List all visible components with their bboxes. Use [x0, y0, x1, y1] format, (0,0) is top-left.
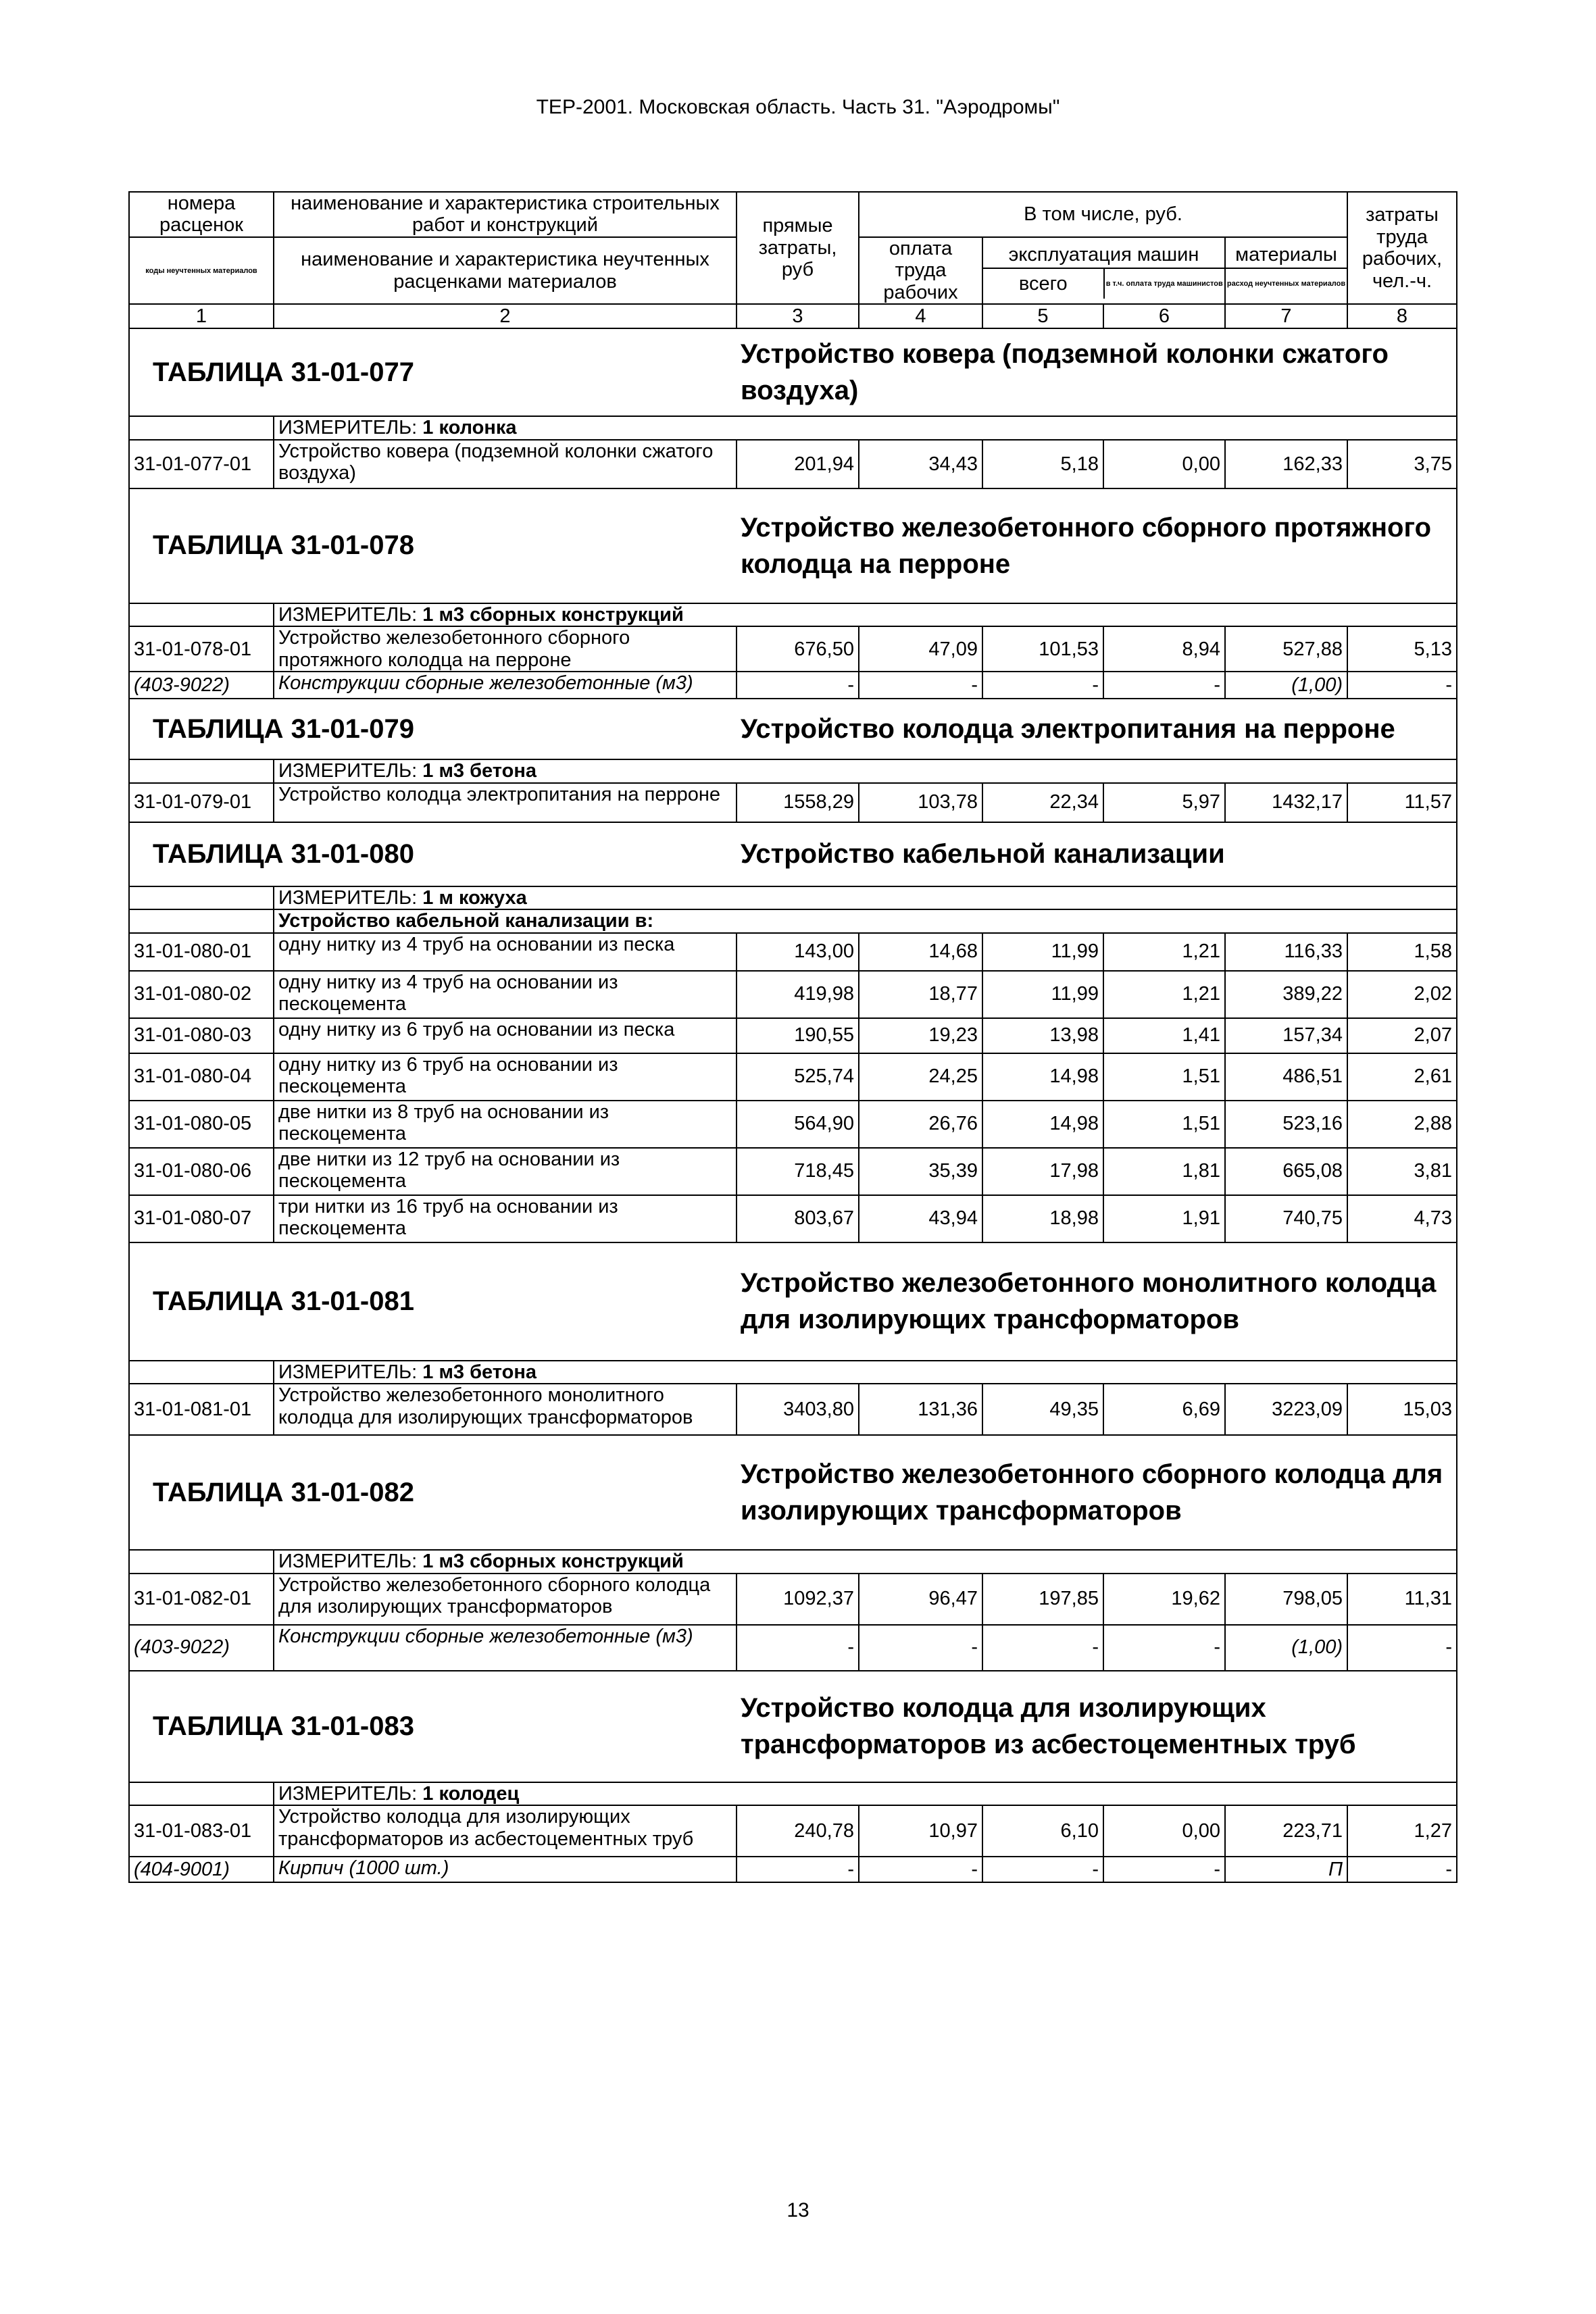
table-number: ТАБЛИЦА 31-01-077 [129, 328, 737, 416]
unit-value: 1 колодец [422, 1782, 520, 1805]
unit-label: ИЗМЕРИТЕЛЬ: [278, 1551, 418, 1573]
value-direct: - [737, 672, 859, 699]
table-row [129, 1101, 1457, 1148]
value-machines: 49,35 [982, 1384, 1103, 1435]
value-machine-wages: 5,97 [1103, 783, 1225, 822]
price-table [128, 191, 1457, 1883]
work-description: Конструкции сборные железобетонные (м3) [274, 672, 737, 699]
unit-row [129, 759, 1457, 782]
column-number-row [129, 304, 1457, 328]
table-row [129, 933, 1457, 971]
header-material-codes: коды неучтенных материалов [129, 237, 274, 304]
table-heading: Устройство железобетонного сборного протяжного колодца на перроне [737, 488, 1457, 603]
work-description: Устройство железобетонного сборного протяжного колодца на перроне [274, 626, 737, 672]
table-section-header [129, 822, 1457, 886]
value-materials: 3223,09 [1225, 1384, 1347, 1435]
work-description: Кирпич (1000 шт.) [274, 1857, 737, 1882]
table-row [129, 1018, 1457, 1053]
unit-value: 1 м кожуха [422, 886, 527, 909]
column-number: 1 [129, 304, 274, 328]
value-machines: 101,53 [982, 626, 1103, 672]
value-wages: 103,78 [859, 783, 982, 822]
work-description: Устройство колодца для изолирующих трансформаторов из асбестоцементных труб [274, 1805, 737, 1857]
table-row [129, 971, 1457, 1018]
unit-value: 1 м3 бетона [422, 1361, 537, 1383]
rate-code: (403-9022) [129, 1625, 274, 1671]
table-row [129, 1857, 1457, 1882]
work-description: Устройство колодца электропитания на перроне [274, 783, 737, 822]
value-machine-wages: 0,00 [1103, 440, 1225, 488]
table-number: ТАБЛИЦА 31-01-083 [129, 1671, 737, 1782]
rate-code: 31-01-080-07 [129, 1195, 274, 1242]
rate-code: 31-01-080-04 [129, 1053, 274, 1101]
value-machine-wages: 1,51 [1103, 1053, 1225, 1101]
value-direct: 676,50 [737, 626, 859, 672]
column-number: 5 [982, 304, 1103, 328]
table-heading: Устройство кабельной канализации [737, 822, 1457, 886]
value-machines: 13,98 [982, 1018, 1103, 1053]
column-number: 6 [1103, 304, 1225, 328]
value-materials: 223,71 [1225, 1805, 1347, 1857]
table-row [129, 1805, 1457, 1857]
value-wages: 131,36 [859, 1384, 982, 1435]
value-materials: 1432,17 [1225, 783, 1347, 822]
value-direct: 419,98 [737, 971, 859, 1018]
value-machine-wages: 1,21 [1103, 971, 1225, 1018]
header-materials: материалы [1226, 243, 1347, 268]
value-machine-wages: 8,94 [1103, 626, 1225, 672]
unit-cell [274, 759, 1457, 782]
value-wages: 35,39 [859, 1148, 982, 1195]
unit-value: 1 м3 бетона [422, 760, 537, 782]
value-direct: - [737, 1625, 859, 1671]
value-direct: 143,00 [737, 933, 859, 971]
value-machines: 22,34 [982, 783, 1103, 822]
table-row [129, 1625, 1457, 1671]
value-machine-wages: 1,81 [1103, 1148, 1225, 1195]
rate-code: 31-01-080-02 [129, 971, 274, 1018]
work-description: две нитки из 12 труб на основании из пескоцемента [274, 1148, 737, 1195]
table-row [129, 1574, 1457, 1625]
work-description: две нитки из 8 труб на основании из пескоцемента [274, 1101, 737, 1148]
table-row [129, 1053, 1457, 1101]
value-machines: 5,18 [982, 440, 1103, 488]
unit-label: ИЗМЕРИТЕЛЬ: [278, 1782, 418, 1805]
table-section-header [129, 328, 1457, 416]
header-machine-wages: в т.ч. оплата труда машинистов [1105, 279, 1223, 288]
column-number: 2 [274, 304, 737, 328]
value-labor: 3,75 [1347, 440, 1457, 488]
value-machine-wages: - [1103, 1857, 1225, 1882]
value-materials: 798,05 [1225, 1574, 1347, 1625]
work-description: одну нитку из 6 труб на основании из песка [274, 1018, 737, 1053]
table-row [129, 1384, 1457, 1435]
unit-cell [274, 1550, 1457, 1573]
value-labor: 1,27 [1347, 1805, 1457, 1857]
value-labor: - [1347, 1857, 1457, 1882]
value-direct: 240,78 [737, 1805, 859, 1857]
rate-code: (404-9001) [129, 1857, 274, 1882]
table-row [129, 783, 1457, 822]
unit-cell [274, 603, 1457, 626]
value-machine-wages: 1,91 [1103, 1195, 1225, 1242]
value-direct: - [737, 1857, 859, 1882]
value-machine-wages: - [1103, 672, 1225, 699]
value-wages: - [859, 1857, 982, 1882]
unit-row [129, 416, 1457, 439]
value-wages: 18,77 [859, 971, 982, 1018]
rate-code: 31-01-083-01 [129, 1805, 274, 1857]
value-wages: 24,25 [859, 1053, 982, 1101]
work-description: одну нитку из 6 труб на основании из пескоцемента [274, 1053, 737, 1101]
value-direct: 3403,80 [737, 1384, 859, 1435]
unit-cell [274, 886, 1457, 909]
value-machines: 18,98 [982, 1195, 1103, 1242]
table-section-header [129, 1671, 1457, 1782]
work-description: три нитки из 16 труб на основании из пескоцемента [274, 1195, 737, 1242]
table-number: ТАБЛИЦА 31-01-080 [129, 822, 737, 886]
value-direct: 718,45 [737, 1148, 859, 1195]
value-wages: 34,43 [859, 440, 982, 488]
value-materials: 527,88 [1225, 626, 1347, 672]
value-machine-wages: 6,69 [1103, 1384, 1225, 1435]
table-number: ТАБЛИЦА 31-01-079 [129, 699, 737, 759]
value-machines: 11,99 [982, 933, 1103, 971]
value-materials: (1,00) [1225, 1625, 1347, 1671]
table-section-header [129, 1242, 1457, 1361]
value-machine-wages: 0,00 [1103, 1805, 1225, 1857]
value-labor: 5,13 [1347, 626, 1457, 672]
value-labor: 11,57 [1347, 783, 1457, 822]
rate-code: 31-01-077-01 [129, 440, 274, 488]
value-wages: - [859, 672, 982, 699]
table-section-header [129, 699, 1457, 759]
value-materials: 665,08 [1225, 1148, 1347, 1195]
table-section-header [129, 1435, 1457, 1550]
value-machines: 197,85 [982, 1574, 1103, 1625]
unit-row [129, 1550, 1457, 1573]
value-machine-wages: - [1103, 1625, 1225, 1671]
header-machines-group [982, 237, 1225, 304]
column-number: 7 [1225, 304, 1347, 328]
value-direct: 190,55 [737, 1018, 859, 1053]
page-number: 13 [787, 2199, 809, 2221]
table-heading: Устройство колодца для изолирующих трансформаторов из асбестоцементных труб [737, 1671, 1457, 1782]
value-wages: 26,76 [859, 1101, 982, 1148]
column-number: 3 [737, 304, 859, 328]
unit-value: 1 м3 сборных конструкций [422, 1551, 684, 1573]
value-machines: 14,98 [982, 1053, 1103, 1101]
table-number: ТАБЛИЦА 31-01-082 [129, 1435, 737, 1550]
value-direct: 803,67 [737, 1195, 859, 1242]
header-code: номера расценок [129, 192, 274, 237]
rate-code: 31-01-080-06 [129, 1148, 274, 1195]
table-heading: Устройство ковера (подземной колонки сжатого воздуха) [737, 328, 1457, 416]
value-direct: 1558,29 [737, 783, 859, 822]
work-description: Устройство железобетонного монолитного колодца для изолирующих трансформаторов [274, 1384, 737, 1435]
unit-value: 1 колонка [422, 417, 517, 439]
value-machines: 11,99 [982, 971, 1103, 1018]
header-unaccounted-materials: расход неучтенных материалов [1226, 279, 1346, 288]
value-labor: 1,58 [1347, 933, 1457, 971]
value-labor: 15,03 [1347, 1384, 1457, 1435]
rate-code: 31-01-079-01 [129, 783, 274, 822]
header-materials-name: наименование и характеристика неучтенных расценками материалов [274, 237, 737, 304]
value-machines: 17,98 [982, 1148, 1103, 1195]
unit-row [129, 603, 1457, 626]
table-row [129, 672, 1457, 699]
value-direct: 525,74 [737, 1053, 859, 1101]
column-number: 8 [1347, 304, 1457, 328]
table-number: ТАБЛИЦА 31-01-081 [129, 1242, 737, 1361]
value-wages: 43,94 [859, 1195, 982, 1242]
table-section-header [129, 488, 1457, 603]
unit-row [129, 886, 1457, 909]
value-materials: П [1225, 1857, 1347, 1882]
value-labor: 2,07 [1347, 1018, 1457, 1053]
value-labor: 2,61 [1347, 1053, 1457, 1101]
value-direct: 564,90 [737, 1101, 859, 1148]
value-wages: 19,23 [859, 1018, 982, 1053]
table-number: ТАБЛИЦА 31-01-078 [129, 488, 737, 603]
work-description: Устройство ковера (подземной колонки сжатого воздуха) [274, 440, 737, 488]
value-labor: 2,02 [1347, 971, 1457, 1018]
value-materials: (1,00) [1225, 672, 1347, 699]
unit-row [129, 1361, 1457, 1384]
work-description: Устройство железобетонного сборного колодца для изолирующих трансформаторов [274, 1574, 737, 1625]
header-name: наименование и характеристика строительных работ и конструкций [274, 192, 737, 237]
unit-label: ИЗМЕРИТЕЛЬ: [278, 760, 418, 782]
value-machines: 14,98 [982, 1101, 1103, 1148]
value-labor: 2,88 [1347, 1101, 1457, 1148]
value-labor: - [1347, 672, 1457, 699]
table-heading: Устройство железобетонного сборного колодца для изолирующих трансформаторов [737, 1435, 1457, 1550]
header-direct-costs: прямые затраты, руб [737, 192, 859, 304]
unit-label: ИЗМЕРИТЕЛЬ: [278, 1361, 418, 1383]
unit-cell [274, 416, 1457, 439]
table-heading: Устройство колодца электропитания на перроне [737, 699, 1457, 759]
value-labor: 3,81 [1347, 1148, 1457, 1195]
document-title: ТЕР-2001. Московская область. Часть 31. "Аэродромы" [536, 96, 1060, 118]
value-machines: - [982, 1857, 1103, 1882]
value-machine-wages: 1,51 [1103, 1101, 1225, 1148]
table-row [129, 1195, 1457, 1242]
rate-code: 31-01-080-01 [129, 933, 274, 971]
value-materials: 523,16 [1225, 1101, 1347, 1148]
value-wages: 14,68 [859, 933, 982, 971]
value-machines: 6,10 [982, 1805, 1103, 1857]
value-machine-wages: 1,41 [1103, 1018, 1225, 1053]
value-materials: 162,33 [1225, 440, 1347, 488]
header-wages: оплата труда рабочих [859, 237, 982, 304]
value-direct: 201,94 [737, 440, 859, 488]
value-materials: 157,34 [1225, 1018, 1347, 1053]
subheading-row [129, 909, 1457, 932]
value-labor: 4,73 [1347, 1195, 1457, 1242]
rate-code: 31-01-080-03 [129, 1018, 274, 1053]
value-direct: 1092,37 [737, 1574, 859, 1625]
table-row [129, 440, 1457, 488]
value-machines: - [982, 1625, 1103, 1671]
value-materials: 389,22 [1225, 971, 1347, 1018]
rate-code: (403-9022) [129, 672, 274, 699]
header-labor: затраты труда рабочих, чел.-ч. [1347, 192, 1457, 304]
subheading: Устройство кабельной канализации в: [274, 909, 1457, 932]
table-row [129, 626, 1457, 672]
rate-code: 31-01-081-01 [129, 1384, 274, 1435]
header-materials-group [1225, 237, 1347, 304]
unit-cell [274, 1361, 1457, 1384]
value-materials: 740,75 [1225, 1195, 1347, 1242]
value-machine-wages: 1,21 [1103, 933, 1225, 971]
column-number: 4 [859, 304, 982, 328]
value-labor: - [1347, 1625, 1457, 1671]
value-machine-wages: 19,62 [1103, 1574, 1225, 1625]
value-materials: 116,33 [1225, 933, 1347, 971]
value-wages: 10,97 [859, 1805, 982, 1857]
header-including: В том числе, руб. [859, 192, 1347, 237]
unit-label: ИЗМЕРИТЕЛЬ: [278, 886, 418, 909]
rate-code: 31-01-080-05 [129, 1101, 274, 1148]
table-heading: Устройство железобетонного монолитного колодца для изолирующих трансформаторов [737, 1242, 1457, 1361]
value-labor: 11,31 [1347, 1574, 1457, 1625]
unit-label: ИЗМЕРИТЕЛЬ: [278, 603, 418, 626]
table-row [129, 1148, 1457, 1195]
work-description: одну нитку из 4 труб на основании из пескоцемента [274, 971, 737, 1018]
value-wages: 47,09 [859, 626, 982, 672]
header-machines-total: всего [983, 269, 1105, 299]
work-description: Конструкции сборные железобетонные (м3) [274, 1625, 737, 1671]
value-materials: 486,51 [1225, 1053, 1347, 1101]
value-wages: 96,47 [859, 1574, 982, 1625]
value-machines: - [982, 672, 1103, 699]
unit-value: 1 м3 сборных конструкций [422, 603, 684, 626]
value-wages: - [859, 1625, 982, 1671]
rate-code: 31-01-082-01 [129, 1574, 274, 1625]
header-machines: эксплуатация машин [983, 243, 1224, 268]
unit-cell [274, 1782, 1457, 1805]
unit-label: ИЗМЕРИТЕЛЬ: [278, 417, 418, 439]
work-description: одну нитку из 4 труб на основании из песка [274, 933, 737, 971]
rate-code: 31-01-078-01 [129, 626, 274, 672]
unit-row [129, 1782, 1457, 1805]
